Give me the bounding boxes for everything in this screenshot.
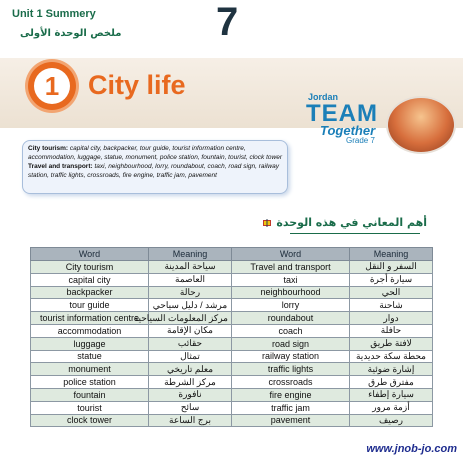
word-cell: police station bbox=[31, 376, 149, 389]
meaning-cell: إشارة ضوئية bbox=[350, 363, 433, 376]
travel-transport-label: Travel and transport: bbox=[28, 163, 93, 170]
table-row bbox=[31, 350, 433, 363]
table-row bbox=[31, 401, 433, 414]
word-cell: fire engine bbox=[232, 388, 350, 401]
table-row bbox=[31, 376, 433, 389]
table-row bbox=[31, 363, 433, 376]
table-row bbox=[31, 299, 433, 312]
word-cell: railway station bbox=[232, 350, 350, 363]
table-row bbox=[31, 273, 433, 286]
word-cell: luggage bbox=[31, 337, 149, 350]
meaning-cell: تمثال bbox=[149, 350, 232, 363]
meaning-cell: رصيف bbox=[350, 414, 433, 427]
word-cell: traffic jam bbox=[232, 401, 350, 414]
column-header-word: Word bbox=[232, 248, 350, 261]
meaning-cell: العاصمة bbox=[149, 273, 232, 286]
word-cell: tourist bbox=[31, 401, 149, 414]
meaning-cell: مرشد / دليل سياحي bbox=[149, 299, 232, 312]
heading-underline bbox=[290, 233, 420, 234]
meaning-cell: سيارة إطفاء bbox=[350, 388, 433, 401]
word-cell: coach bbox=[232, 324, 350, 337]
word-cell: clock tower bbox=[31, 414, 149, 427]
meaning-cell: سائح bbox=[149, 401, 232, 414]
table-row bbox=[31, 414, 433, 427]
jordan-team-together-logo bbox=[292, 92, 462, 162]
vocabulary-summary-box bbox=[22, 140, 288, 194]
table-row bbox=[31, 324, 433, 337]
meaning-cell: معلم تاريخي bbox=[149, 363, 232, 376]
logo-line-grade: Grade 7 bbox=[346, 136, 375, 145]
city-tourism-words: capital city, backpacker, tour guide, tourist information centre, accommodation, luggage, statue, monument, police station, fountain, tourist, clock tower bbox=[28, 145, 282, 161]
table-header-row bbox=[31, 248, 433, 261]
word-cell: accommodation bbox=[31, 324, 149, 337]
logo-line-together: Together bbox=[320, 123, 376, 138]
book-icon bbox=[262, 218, 272, 228]
meaning-cell: سيارة أجرة bbox=[350, 273, 433, 286]
word-cell: capital city bbox=[31, 273, 149, 286]
word-cell: tourist information centre bbox=[31, 312, 149, 325]
vocabulary-table bbox=[30, 247, 433, 427]
logo-line-team: TEAM bbox=[306, 100, 378, 127]
word-cell: pavement bbox=[232, 414, 350, 427]
word-cell: roundabout bbox=[232, 312, 350, 325]
word-cell: monument bbox=[31, 363, 149, 376]
column-header-word: Word bbox=[31, 248, 149, 261]
unit-summary-subtitle: ملخص الوحدة الأولى bbox=[20, 28, 122, 39]
word-cell: road sign bbox=[232, 337, 350, 350]
word-cell: lorry bbox=[232, 299, 350, 312]
meaning-cell: لافتة طريق bbox=[350, 337, 433, 350]
word-cell: taxi bbox=[232, 273, 350, 286]
word-cell: tour guide bbox=[31, 299, 149, 312]
unit-number-badge bbox=[28, 62, 76, 110]
word-cell: backpacker bbox=[31, 286, 149, 299]
table-row bbox=[31, 388, 433, 401]
city-tourism-label: City tourism: bbox=[28, 145, 69, 152]
table-row bbox=[31, 312, 433, 325]
word-cell: fountain bbox=[31, 388, 149, 401]
unit-title: City life bbox=[88, 70, 186, 100]
column-header-meaning: Meaning bbox=[149, 248, 232, 261]
table-row bbox=[31, 261, 433, 274]
logo-line-jordan: Jordan bbox=[308, 92, 339, 102]
meaning-cell: مكان الإقامة bbox=[149, 324, 232, 337]
meaning-cell: برج الساعة bbox=[149, 414, 232, 427]
site-watermark: www.jnob-jo.com bbox=[366, 443, 457, 455]
meaning-cell: نافورة bbox=[149, 388, 232, 401]
word-cell: Travel and transport bbox=[232, 261, 350, 274]
table-row bbox=[31, 337, 433, 350]
meaning-cell: حافلة bbox=[350, 324, 433, 337]
meaning-cell: أزمة مرور bbox=[350, 401, 433, 414]
page-number: 7 bbox=[216, 0, 239, 44]
meaning-cell: سياحة المدينة bbox=[149, 261, 232, 274]
meaning-cell: الحي bbox=[350, 286, 433, 299]
meaning-cell: حقائب bbox=[149, 337, 232, 350]
meanings-heading bbox=[262, 216, 427, 229]
table-row bbox=[31, 286, 433, 299]
word-cell: City tourism bbox=[31, 261, 149, 274]
column-header-meaning: Meaning bbox=[350, 248, 433, 261]
unit-summary-title: Unit 1 Summery bbox=[12, 8, 96, 20]
word-cell: neighbourhood bbox=[232, 286, 350, 299]
meaning-cell: مركز المعلومات السياحية bbox=[149, 312, 232, 325]
meaning-cell: محطة سكة حديدية bbox=[350, 350, 433, 363]
meaning-cell: السفر و النقل bbox=[350, 261, 433, 274]
word-cell: traffic lights bbox=[232, 363, 350, 376]
meaning-cell: مركز الشرطة bbox=[149, 376, 232, 389]
meanings-heading-text: أهم المعاني في هذه الوحدة bbox=[276, 216, 427, 229]
word-cell: statue bbox=[31, 350, 149, 363]
travel-transport-words: taxi, neighbourhood, lorry, roundabout, coach, road sign, railway station, traffic lights, crossroads, fire engine, traffic jam, pavement bbox=[28, 163, 279, 179]
desert-landscape-icon bbox=[388, 98, 454, 152]
meaning-cell: مفترق طرق bbox=[350, 376, 433, 389]
unit-number: 1 bbox=[34, 68, 70, 104]
meaning-cell: دوار bbox=[350, 312, 433, 325]
meaning-cell: شاحنة bbox=[350, 299, 433, 312]
word-cell: crossroads bbox=[232, 376, 350, 389]
meaning-cell: رحالة bbox=[149, 286, 232, 299]
